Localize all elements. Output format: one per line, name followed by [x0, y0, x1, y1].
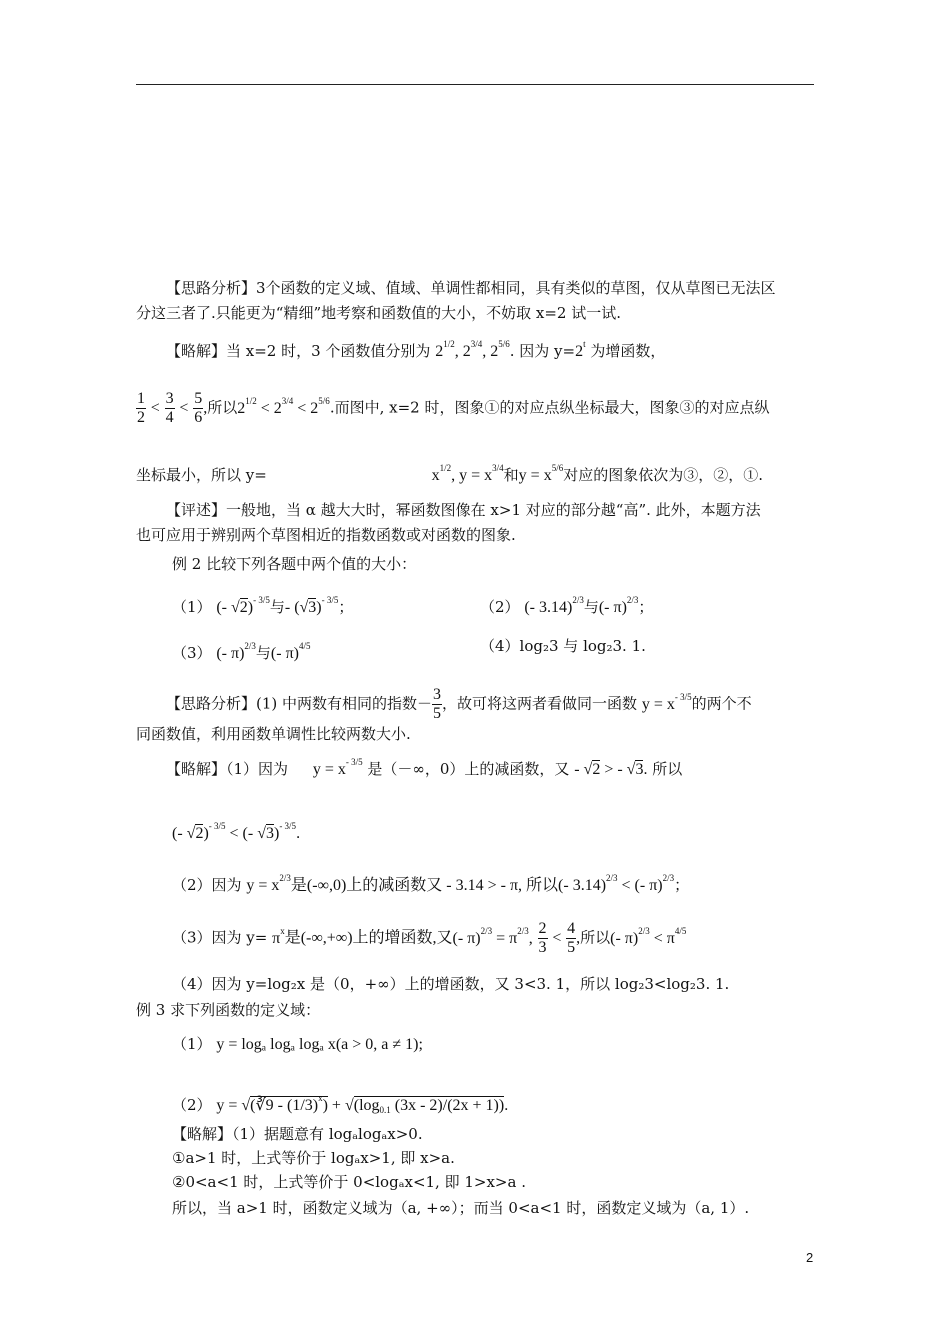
example-2-part-3: （3） (- π)$^{2/3}$与(- π)$^{4/5}$ — [172, 641, 311, 662]
example-3-part-1: （1） y = logₐ logₐ logₐ x(a > 0, a ≠ 1); — [172, 1035, 423, 1053]
example-2-solution-line-3: （2）因为 $y = x^{2/3}$是(-∞,0)上的减函数又 - 3.14 > - π, 所以(- 3.14)$^{2/3}$ < (- π)$^{2/3}$； — [172, 873, 690, 894]
example-2-part-4: （4）log₂3 与 log₂3. 1. — [480, 637, 646, 655]
example-3-solution-3: ②0<a<1 时，上式等价于 0<logₐx<1, 即 1>x>a . — [172, 1173, 526, 1191]
comment-line-2: 也可应用于辨别两个草图相近的指数函数或对函数的图象. — [136, 526, 516, 544]
solution-line-3: 坐标最小，所以 $y= x^{1/2}$, $y = x^{3/4}$和$y = x^{5/6}$对应的图象依次为③，②，①. — [136, 463, 763, 484]
example-3-solution-1: 【略解】（1）据题意有 logₐlogₐx>0. — [172, 1125, 423, 1143]
page-number: 2 — [806, 1250, 814, 1265]
example-3-title: 例 3 求下列函数的定义域： — [136, 1001, 321, 1019]
example-2-title: 例 2 比较下列各题中两个值的大小： — [172, 555, 417, 573]
analysis-line-1: 【思路分析】3个函数的定义域、值域、单调性都相同，具有类似的草图，仅从草图已无法区 — [166, 279, 776, 297]
example-3-part-2: （2） y = √(∛9 - $(1/3)^x) + √(\log_{0.1}$ (3x - 2)/(2x + 1)). — [172, 1093, 509, 1115]
comment-line-1: 【评述】一般地，当 α 越大大时，幂函数图像在 x>1 对应的部分越“高”. 此外，本题方法 — [166, 501, 761, 519]
example-2-solution-line-1: 【略解】（1）因为 $y = x^{- 3/5}$ 是（－∞，0）上的减函数，又 - √2 > - √3. 所以 — [166, 757, 683, 778]
solution-line-2: $\frac{1}{2}$ < $\frac{3}{4}$ < $\frac{5}{6}$ ,所以$2^{1/2} < 2^{3/4} < 2^{5/6}$.而图中, x=2 时，图象①的对应点纵坐标最大，图象③的对应点纵 — [137, 390, 770, 426]
example-2-part-1: （1） (- √2)$^{- 3/5}$与- $(√3)^{- 3/5}$； — [172, 595, 354, 616]
example-2-solution-line-5: （4）因为 y=log₂x 是（0，+∞）上的增函数，又 3<3. 1，所以 log₂3<log₂3. 1. — [172, 975, 730, 993]
analysis-line-2: 分这三者了.只能更为“精细”地考察和函数值的大小，不妨取 x=2 试一试. — [136, 304, 621, 322]
example-2-analysis-line-2: 同函数值，利用函数单调性比较两数大小. — [136, 725, 411, 743]
example-3-solution-4: 所以，当 a>1 时，函数定义域为（a, +∞）；而当 0<a<1 时，函数定义域为（a, 1）. — [172, 1199, 750, 1217]
solution-line-1: 【略解】当 x=2 时，3 个函数值分别为 $2^{1/2}$, $2^{3/4}$, $2^{5/6}$. 因为 $y=2^t$ 为增函数， — [166, 339, 666, 360]
example-3-solution-2: ①a>1 时，上式等价于 logₐx>1, 即 x>a. — [172, 1149, 455, 1167]
example-2-part-2: （2） (- 3.14)$^{2/3}$与(- π)$^{2/3}$； — [480, 595, 654, 616]
example-2-solution-line-2: (- √2)$^{- 3/5}$ < (- √3)$^{- 3/5}$. — [172, 821, 301, 842]
header-rule — [136, 84, 814, 85]
example-2-solution-line-4: （3）因为 $y= \pi^x$是(-∞,+∞)上的增函数,又(- $\pi)^{2/3} = \pi^{2/3}$, $\frac{2}{3}$ < $\frac{4}{5}$ ,所以(- $\pi)^{2/3} < \pi^{4/5}$ — [172, 920, 687, 956]
example-2-analysis-line-1: 【思路分析】(1) 中两数有相同的指数－ $\frac{3}{5}$ ，故可将这两者看做同一函数 $y = x^{- 3/5}$的两个不 — [166, 686, 752, 722]
